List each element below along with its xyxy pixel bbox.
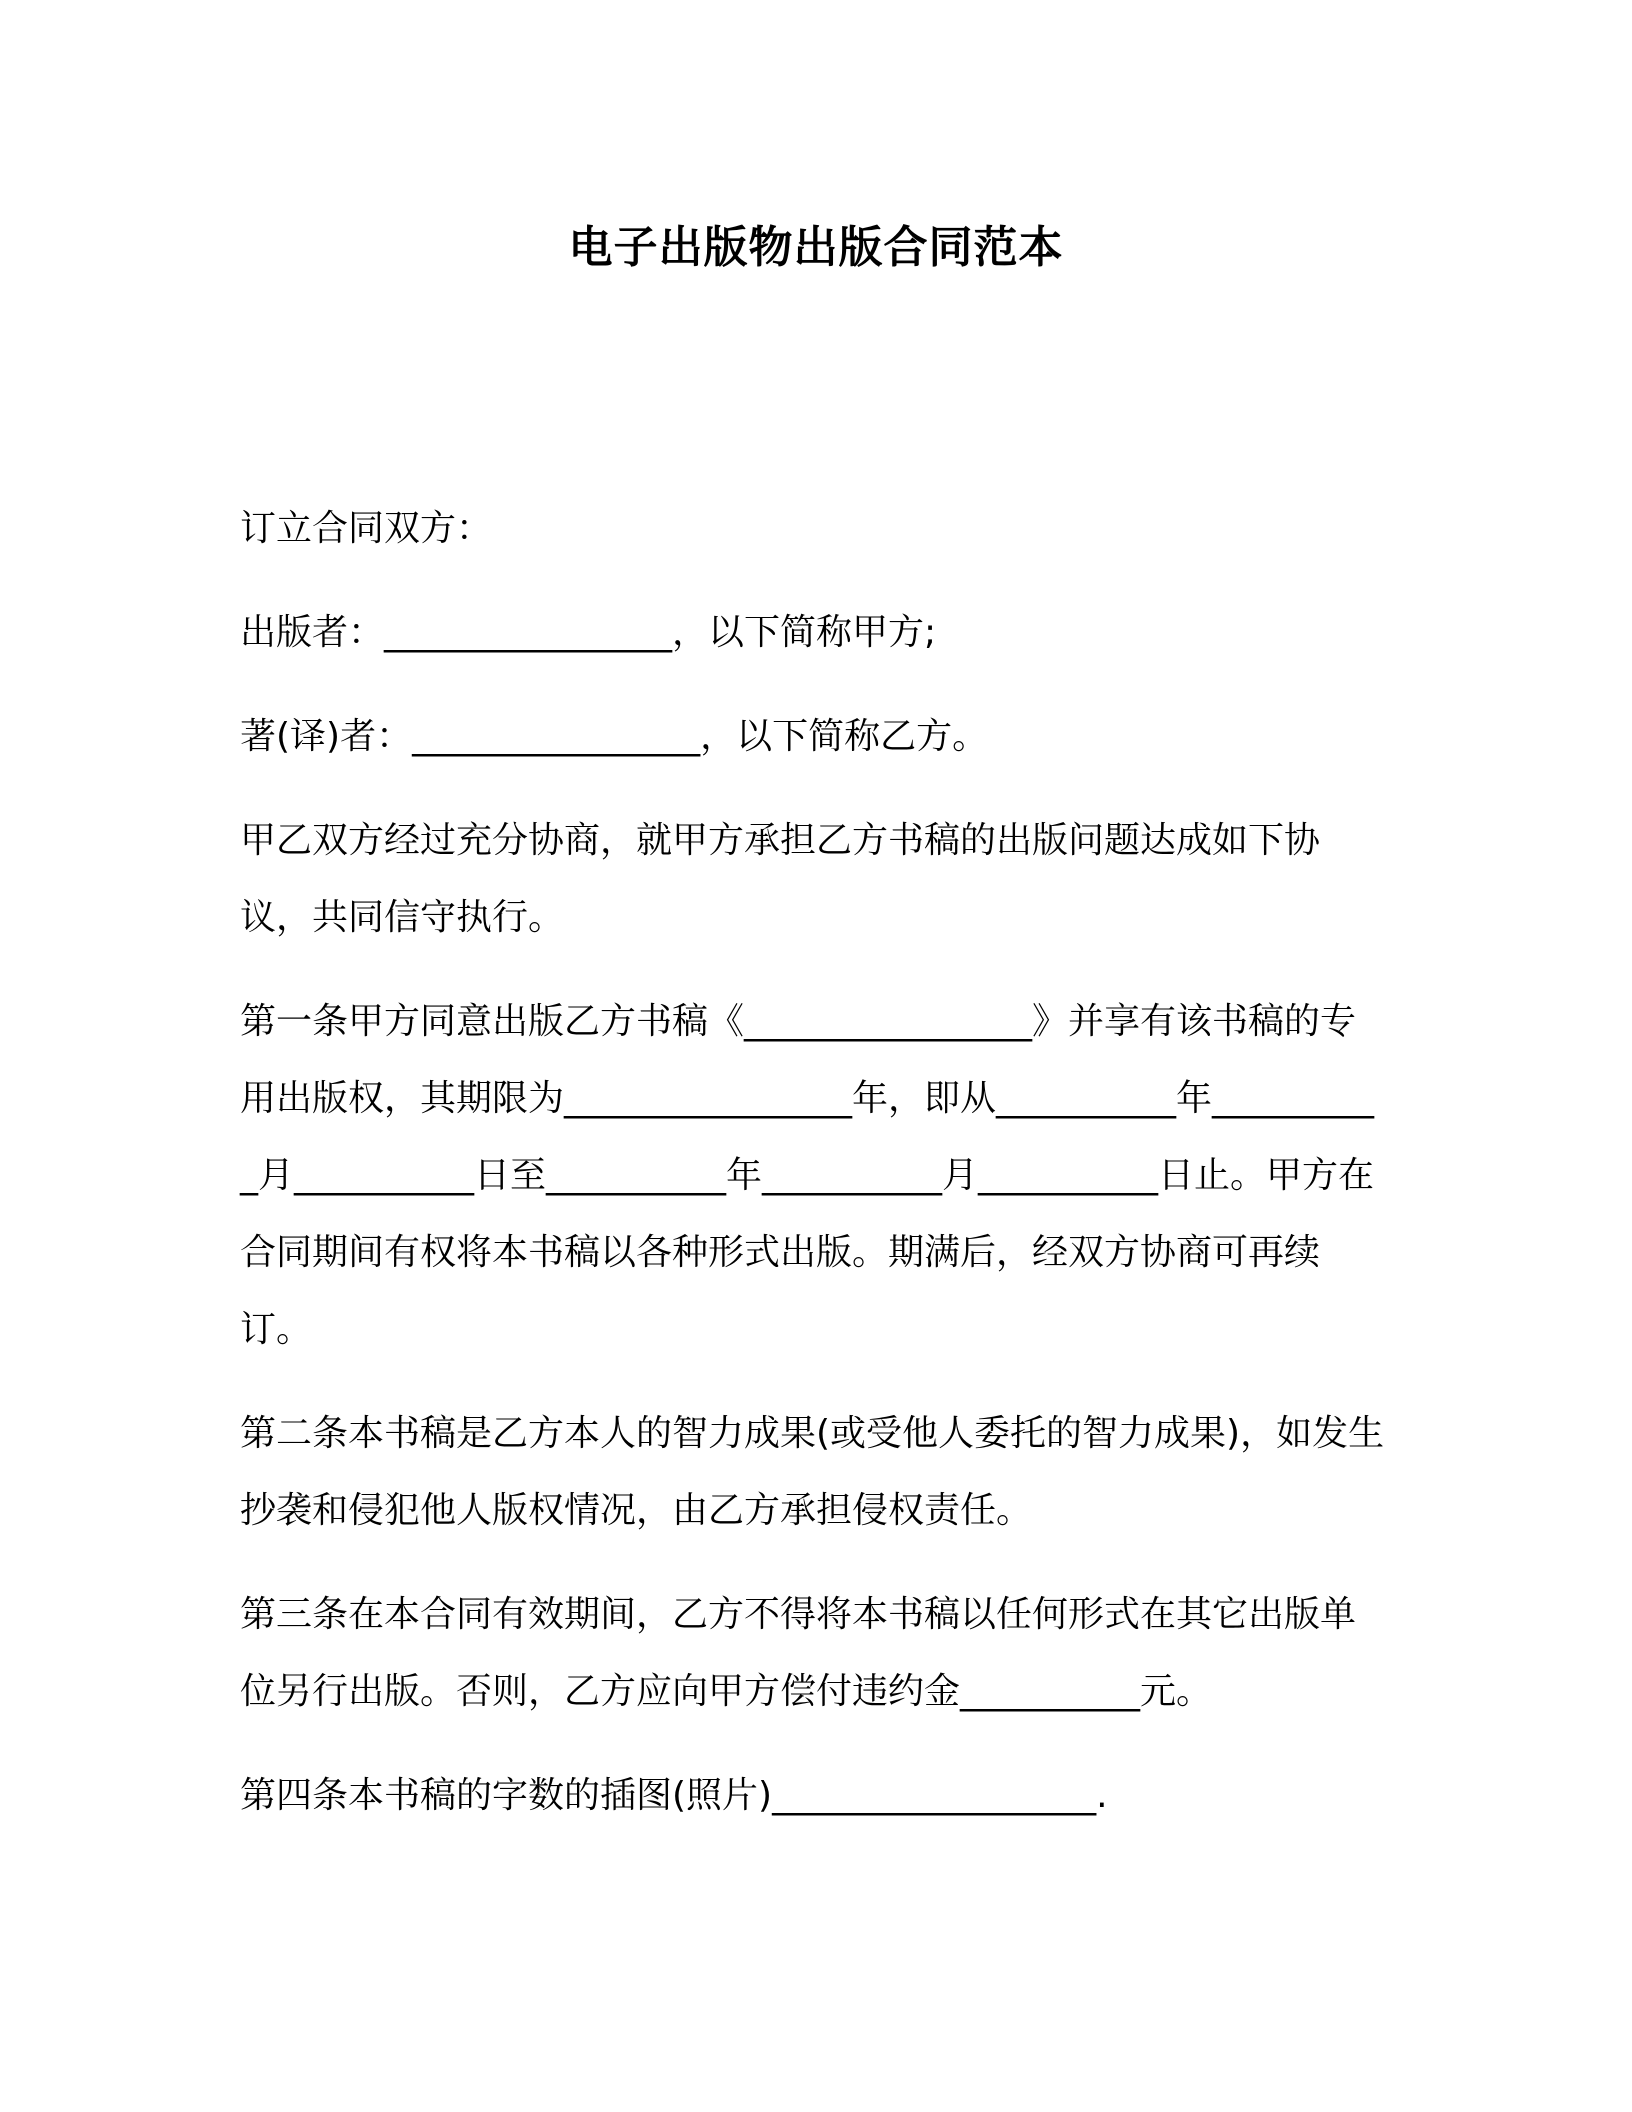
- paragraph-author: 著(译)者：________________，以下简称乙方。: [240, 716, 989, 757]
- paragraph-article-3: 第三条在本合同有效期间，乙方不得将本书稿以任何形式在其它出版单位另行出版。否则，乙方应向甲方偿付违约金__________元。: [240, 1594, 1357, 1712]
- document-title: 电子出版物出版合同范本: [568, 222, 1064, 273]
- paragraph-preamble: 甲乙双方经过充分协商，就甲方承担乙方书稿的出版问题达成如下协议，共同信守执行。: [240, 820, 1321, 938]
- paragraph-parties-heading: 订立合同双方：: [240, 508, 493, 549]
- paragraph-article-1: 第一条甲方同意出版乙方书稿《________________》并享有该书稿的专用出版权，其期限为________________年，即从__________年__________月__________日至__________年__________月__________日止。甲方在合同期间有权将本书稿以各种形式出版。期满后，经双方协商可再续订。: [240, 1001, 1375, 1350]
- paragraph-article-2: 第二条本书稿是乙方本人的智力成果(或受他人委托的智力成果)，如发生抄袭和侵犯他人版权情况，由乙方承担侵权责任。: [240, 1413, 1385, 1531]
- paragraph-article-4: 第四条本书稿的字数的插图(照片)__________________.: [240, 1775, 1108, 1816]
- document-body: [240, 490, 1390, 1861]
- paragraph-publisher: 出版者：________________，以下简称甲方;: [240, 612, 937, 653]
